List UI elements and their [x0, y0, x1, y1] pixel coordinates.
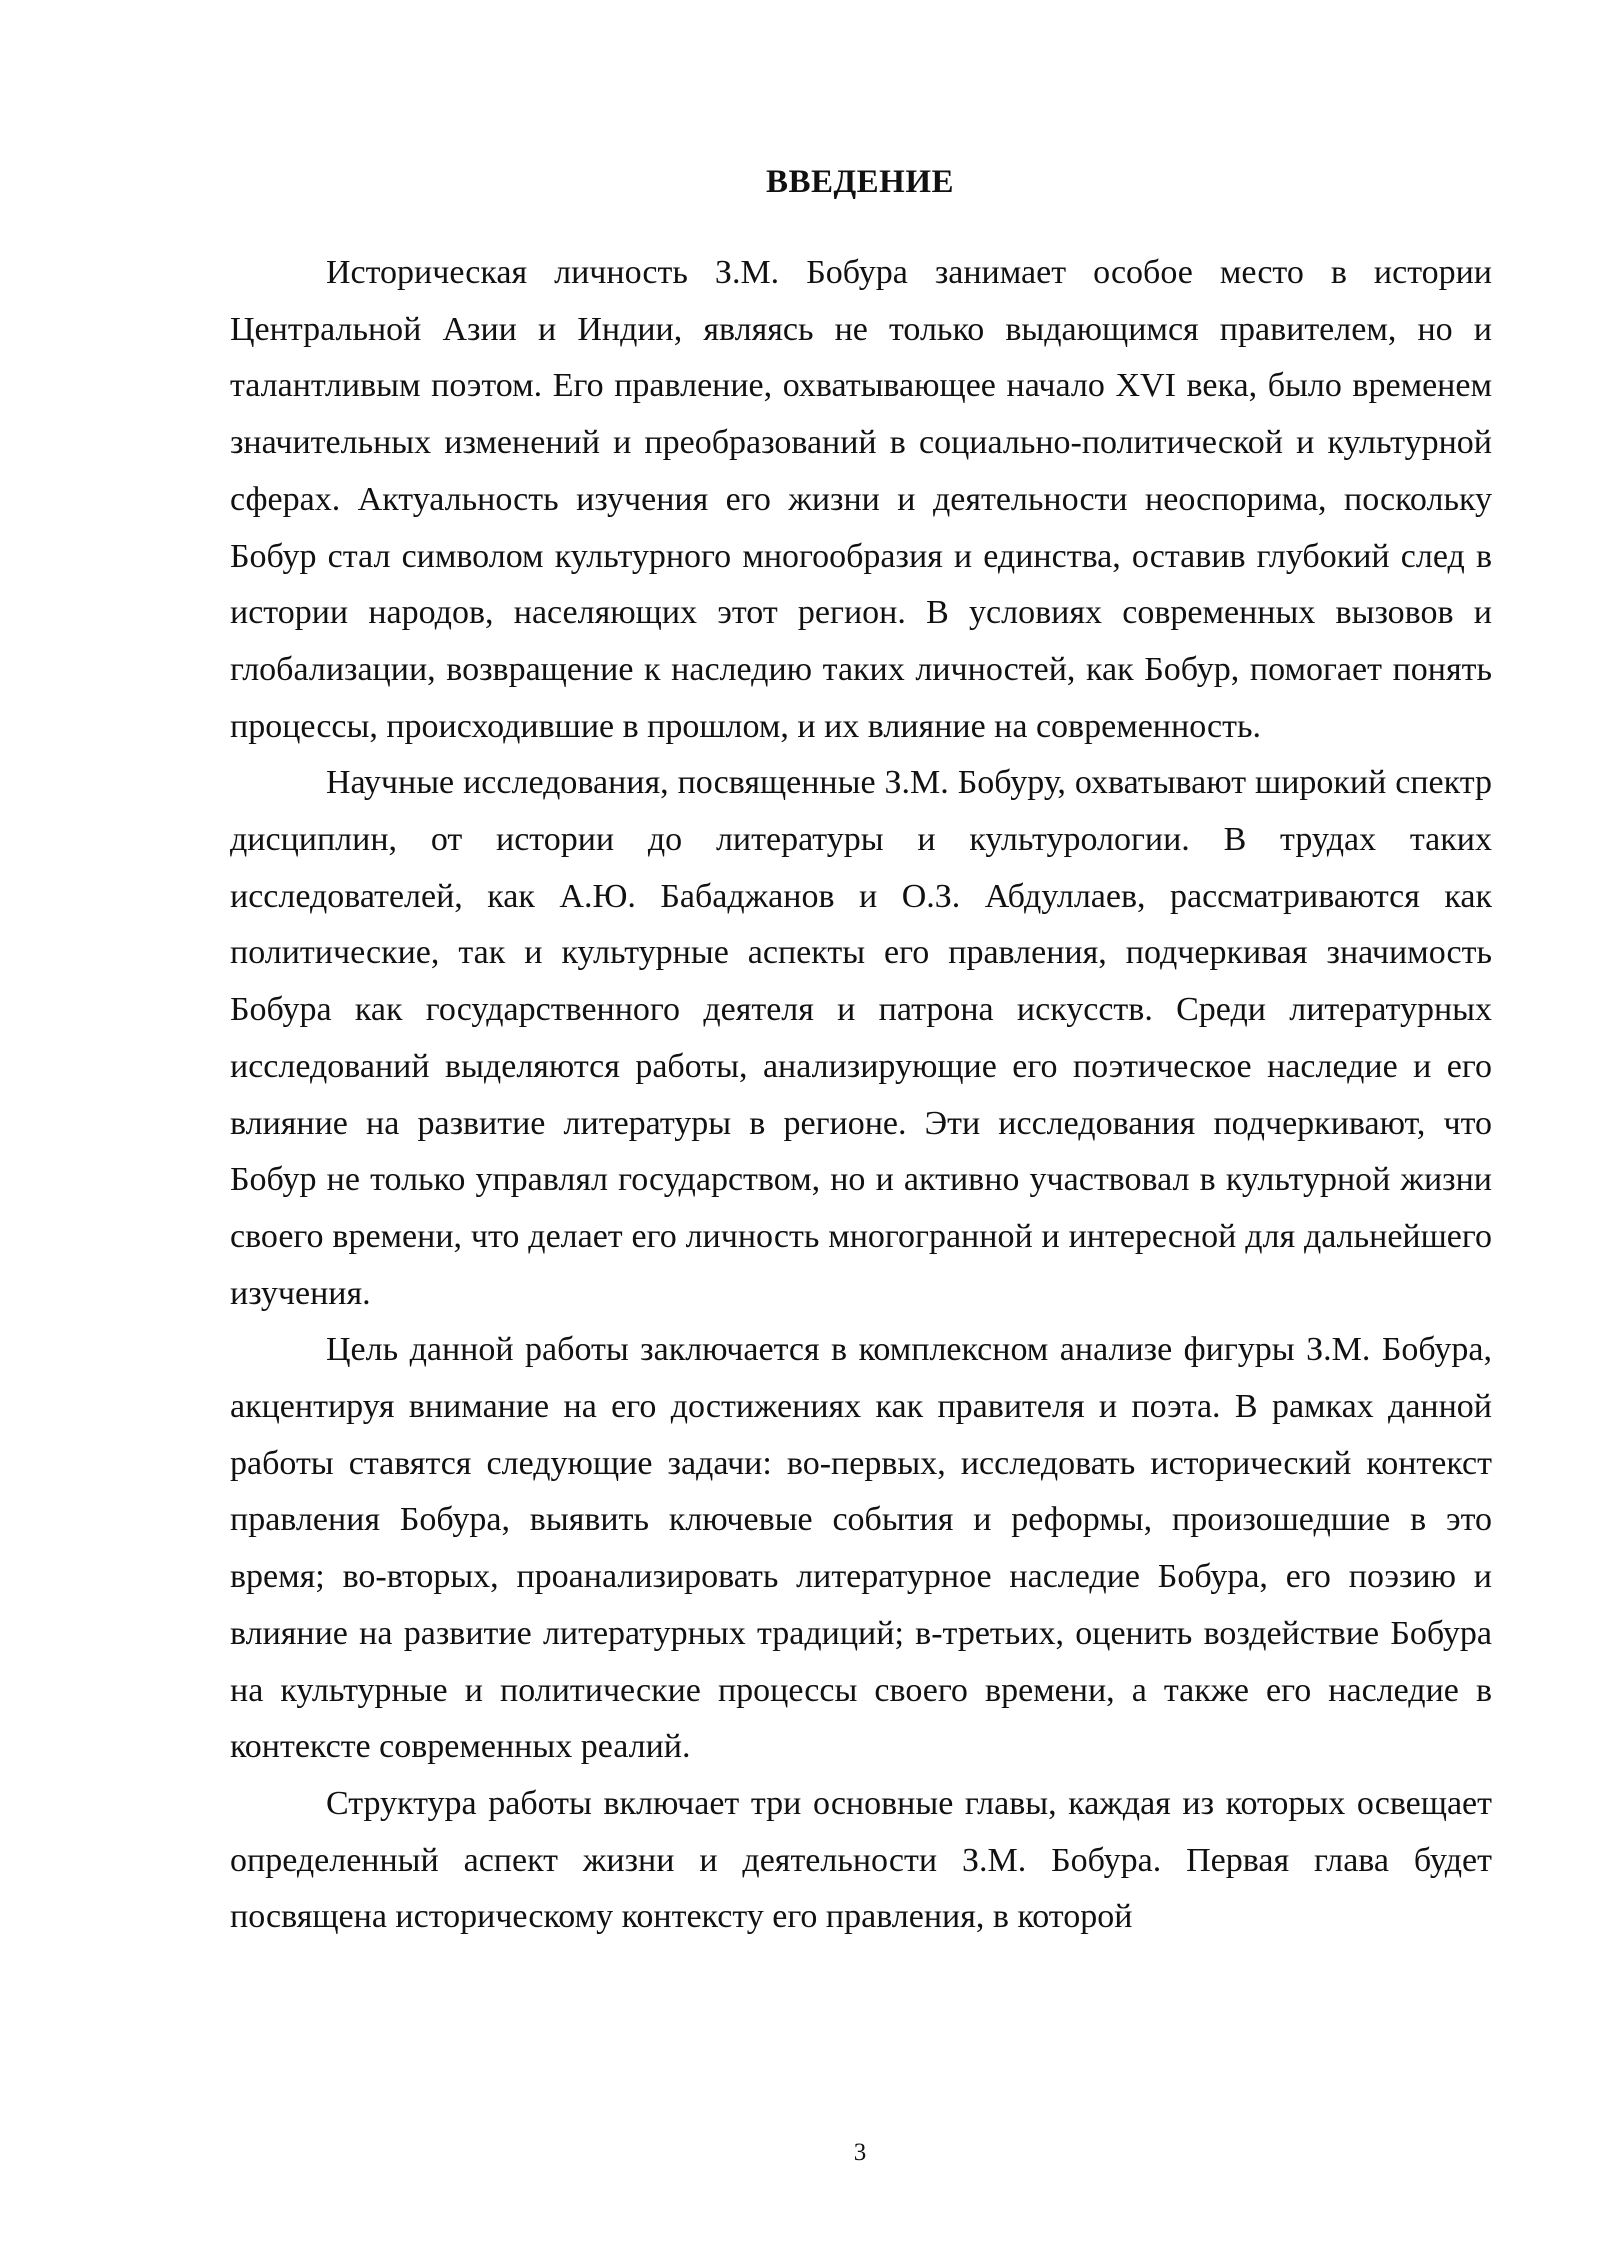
paragraph-relevance: Историческая личность З.М. Бобура занимает особое место в истории Центральной Азии и Индии, являясь не только выдающимся правителем, но и талантливым поэтом. Его правление, охватывающее начало XVI века, было временем значительных изменений и преобразований в социально-политической и культурной сферах. Актуальность изучения его жизни и деятельности неоспорима, поскольку Бобур стал символом культурного многообразия и единства, оставив глубокий след в истории народов, населяющих этот регион. В условиях современных вызовов и глобализации, возвращение к наследию таких личностей, как Бобур, помогает понять процессы, происходившие в прошлом, и их влияние на современность. — [230, 254, 1492, 745]
page-title: ВВЕДЕНИЕ — [765, 164, 955, 200]
paragraph-structure: Структура работы включает три основные главы, каждая из которых освещает определенный аспект жизни и деятельности З.М. Бобура. Первая глава будет посвящена историческому контексту его правления, в которой — [230, 1784, 1492, 1936]
body-text — [230, 245, 1492, 1946]
paragraph-goals: Цель данной работы заключается в комплексном анализе фигуры З.М. Бобура, акцентируя внимание на его достижениях как правителя и поэта. В рамках данной работы ставятся следующие задачи: во-первых, исследовать исторический контекст правления Бобура, выявить ключевые события и реформы, произошедшие в это время; во-вторых, проанализировать литературное наследие Бобура, его поэзию и влияние на развитие литературных традиций; в-третьих, оценить воздействие Бобура на культурные и политические процессы своего времени, а также его наследие в контексте современных реалий. — [230, 1331, 1492, 1766]
paragraph-research-review: Научные исследования, посвященные З.М. Бобуру, охватывают широкий спектр дисциплин, от истории до литературы и культурологии. В трудах таких исследователей, как А.Ю. Бабаджанов и О.З. Абдуллаев, рассматриваются как политические, так и культурные аспекты его правления, подчеркивая значимость Бобура как государственного деятеля и патрона искусств. Среди литературных исследований выделяются работы, анализирующие его поэтическое наследие и его влияние на развитие литературы в регионе. Эти исследования подчеркивают, что Бобур не только управлял государством, но и активно участвовал в культурной жизни своего времени, что делает его личность многогранной и интересной для дальнейшего изучения. — [230, 764, 1492, 1312]
page-number: 3 — [853, 2139, 867, 2166]
